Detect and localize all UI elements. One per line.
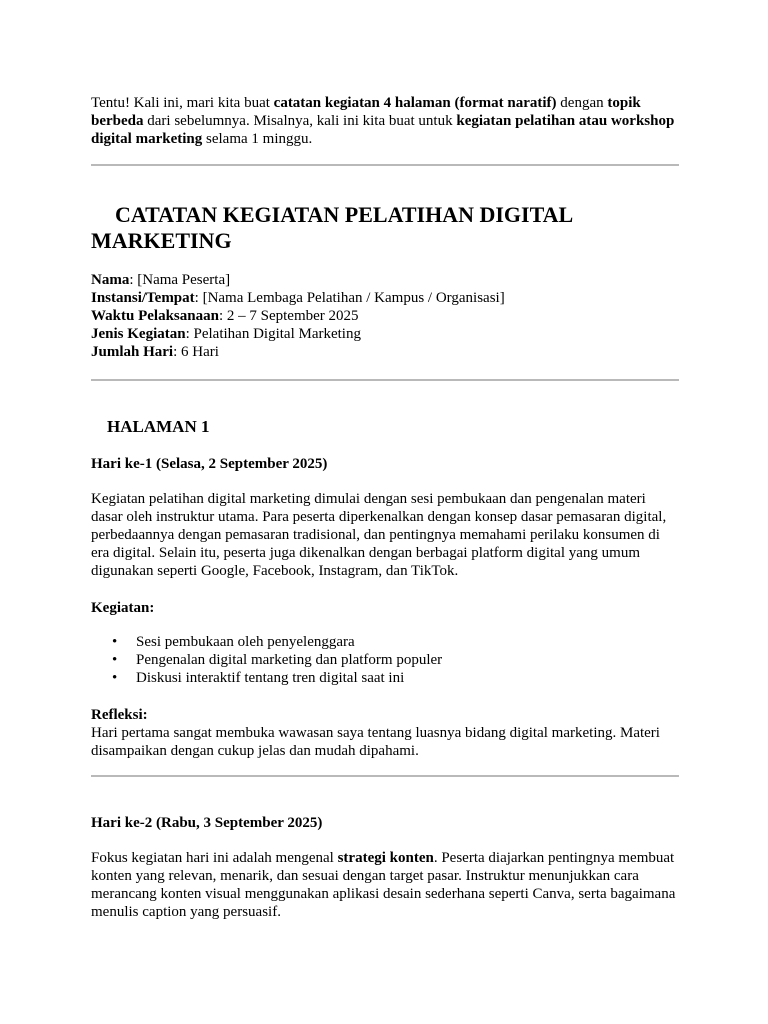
title-line-1: CATATAN KEGIATAN PELATIHAN DIGITAL	[115, 202, 574, 227]
meta-info	[91, 271, 679, 361]
list-item-text: Sesi pembukaan oleh penyelenggara	[136, 634, 355, 650]
horizontal-rule	[91, 164, 679, 166]
horizontal-rule	[91, 775, 679, 777]
day-1-heading: Hari ke-1 (Selasa, 2 September 2025)	[91, 456, 328, 472]
list-item	[91, 651, 679, 669]
intro-bold-3: kegiatan pelatihan atau workshop digital marketing	[91, 113, 675, 147]
intro-paragraph	[91, 94, 679, 148]
page-heading: HALAMAN 1	[107, 417, 210, 436]
meta-value: : 6 Hari	[173, 344, 219, 360]
list-item-text: Diskusi interaktif tentang tren digital saat ini	[136, 670, 405, 686]
meta-label: Instansi/Tempat	[91, 290, 195, 306]
meta-row-time	[91, 307, 679, 325]
reflection-paragraph: Hari pertama sangat membuka wawasan saya tentang luasnya bidang digital marketing. Materi disampaikan dengan cukup jelas dan mudah dipahami.	[91, 725, 660, 759]
meta-value: : [Nama Lembaga Pelatihan / Kampus / Organisasi]	[194, 290, 505, 306]
day-2-text-start: Fokus kegiatan hari ini adalah mengenal	[91, 850, 338, 866]
list-item	[91, 669, 679, 687]
meta-label: Jumlah Hari	[91, 344, 174, 360]
activities-list	[91, 633, 679, 687]
intro-bold-2: topik berbeda	[91, 95, 641, 129]
meta-label: Nama	[91, 272, 130, 288]
bullet-icon: •	[112, 670, 118, 686]
list-item-text: Pengenalan digital marketing dan platform populer	[136, 652, 443, 668]
horizontal-rule	[91, 379, 679, 381]
document-title	[91, 202, 679, 254]
day-2-heading: Hari ke-2 (Rabu, 3 September 2025)	[91, 815, 323, 831]
bullet-icon: •	[112, 634, 118, 650]
list-item	[91, 633, 679, 651]
intro-bold-1: catatan kegiatan 4 halaman (format naratif)	[273, 95, 557, 111]
meta-label: Jenis Kegiatan	[91, 326, 186, 342]
meta-row-name	[91, 271, 679, 289]
day-2-text-end: . Peserta diajarkan pentingnya membuat konten yang relevan, menarik, dan sesuai dengan target pasar. Instruktur menunjukkan cara merancang konten visual menggunakan aplikasi desain sederhana seperti Canva, serta bagaimana menulis caption yang persuasif.	[91, 850, 676, 920]
meta-row-days	[91, 343, 679, 361]
day-2-paragraph	[91, 849, 679, 921]
intro-text-3: dari sebelumnya. Misalnya, kali ini kita buat untuk	[143, 113, 457, 129]
title-line-2: MARKETING	[91, 228, 232, 253]
intro-text-2: dengan	[556, 95, 608, 111]
meta-value: : [Nama Peserta]	[129, 272, 231, 288]
day-2-bold: strategi konten	[337, 850, 434, 866]
bullet-icon: •	[112, 652, 118, 668]
meta-row-type	[91, 325, 679, 343]
reflection-label: Refleksi:	[91, 707, 148, 723]
meta-row-institution	[91, 289, 679, 307]
intro-text-1: Tentu! Kali ini, mari kita buat	[91, 95, 274, 111]
meta-value: : Pelatihan Digital Marketing	[185, 326, 361, 342]
intro-text-4: selama 1 minggu.	[202, 131, 313, 147]
meta-label: Waktu Pelaksanaan	[91, 308, 219, 324]
day-1-paragraph: Kegiatan pelatihan digital marketing dimulai dengan sesi pembukaan dan pengenalan materi dasar oleh instruktur utama. Para peserta diperkenalkan dengan konsep dasar pemasaran digital, perbedaannya dengan pemasaran tradisional, dan pentingnya memahami perilaku konsumen di era digital. Selain itu, peserta juga dikenalkan dengan berbagai platform digital yang umum digunakan seperti Google, Facebook, Instagram, dan TikTok.	[91, 491, 667, 579]
activities-label: Kegiatan:	[91, 600, 155, 616]
meta-value: : 2 – 7 September 2025	[218, 308, 359, 324]
